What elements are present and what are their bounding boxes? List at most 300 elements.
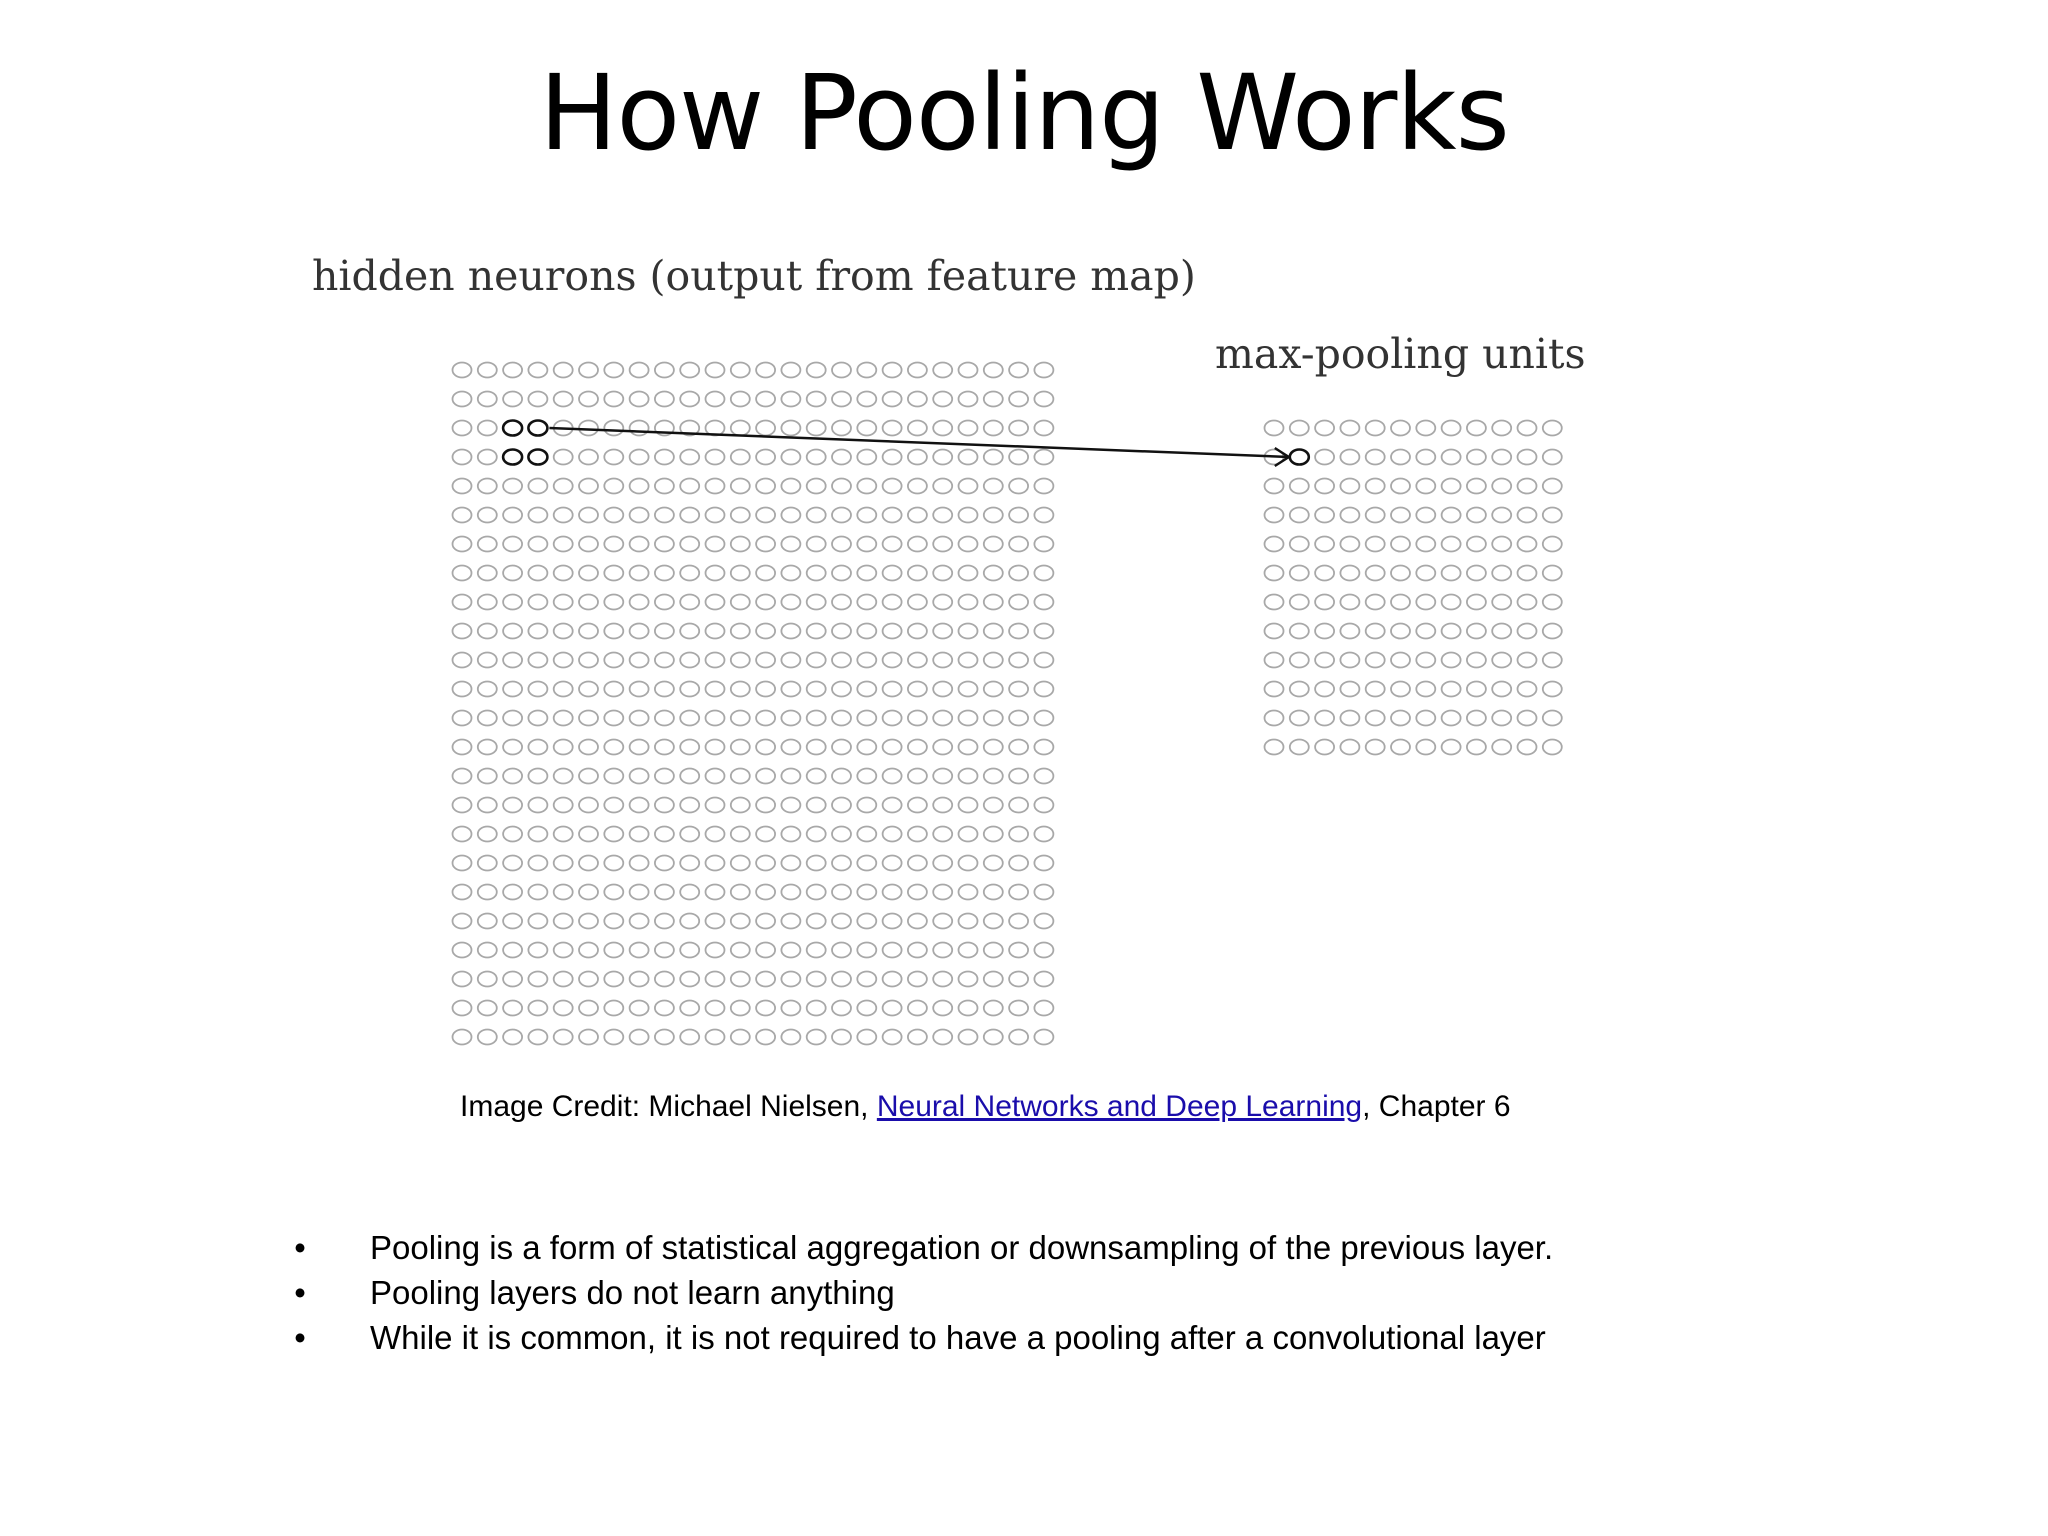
neuron bbox=[604, 827, 623, 842]
neuron bbox=[579, 508, 598, 523]
neuron bbox=[706, 1030, 725, 1045]
neuron bbox=[883, 363, 902, 378]
neuron bbox=[984, 827, 1003, 842]
neuron bbox=[1315, 421, 1334, 436]
neuron bbox=[478, 421, 497, 436]
neuron bbox=[528, 711, 547, 726]
neuron bbox=[781, 363, 800, 378]
neuron bbox=[857, 363, 876, 378]
neuron bbox=[1340, 421, 1359, 436]
neuron bbox=[807, 653, 826, 668]
neuron bbox=[1034, 682, 1053, 697]
neuron bbox=[1034, 769, 1053, 784]
neuron bbox=[1518, 740, 1537, 755]
neuron bbox=[984, 914, 1003, 929]
neuron bbox=[680, 769, 699, 784]
neuron bbox=[630, 856, 649, 871]
neuron bbox=[908, 798, 927, 813]
neuron bbox=[604, 479, 623, 494]
neuron bbox=[731, 1030, 750, 1045]
neuron bbox=[1009, 595, 1028, 610]
neuron bbox=[579, 682, 598, 697]
neuron bbox=[832, 392, 851, 407]
neuron bbox=[959, 566, 978, 581]
neuron bbox=[1492, 479, 1511, 494]
neuron bbox=[1416, 682, 1435, 697]
neuron bbox=[706, 537, 725, 552]
neuron bbox=[832, 363, 851, 378]
neuron bbox=[706, 624, 725, 639]
neuron bbox=[655, 363, 674, 378]
neuron bbox=[680, 740, 699, 755]
neuron bbox=[781, 1001, 800, 1016]
neuron bbox=[959, 740, 978, 755]
neuron bbox=[1366, 624, 1385, 639]
neuron bbox=[1290, 421, 1309, 436]
neuron bbox=[528, 653, 547, 668]
neuron bbox=[807, 508, 826, 523]
neuron bbox=[503, 856, 522, 871]
neuron bbox=[781, 769, 800, 784]
neuron bbox=[857, 1001, 876, 1016]
neuron bbox=[1034, 914, 1053, 929]
neuron bbox=[984, 595, 1003, 610]
neuron bbox=[883, 827, 902, 842]
neuron bbox=[1034, 421, 1053, 436]
neuron bbox=[554, 595, 573, 610]
neuron bbox=[579, 972, 598, 987]
neuron bbox=[781, 798, 800, 813]
neuron bbox=[807, 421, 826, 436]
neuron bbox=[756, 421, 775, 436]
neuron bbox=[1034, 711, 1053, 726]
neuron bbox=[453, 653, 472, 668]
neuron bbox=[554, 508, 573, 523]
neuron bbox=[453, 740, 472, 755]
neuron bbox=[1265, 595, 1284, 610]
neuron bbox=[756, 856, 775, 871]
neuron bbox=[1315, 682, 1334, 697]
neuron bbox=[1034, 595, 1053, 610]
neuron bbox=[630, 914, 649, 929]
neuron bbox=[680, 1001, 699, 1016]
neuron bbox=[706, 566, 725, 581]
neuron bbox=[503, 914, 522, 929]
neuron bbox=[604, 914, 623, 929]
neuron bbox=[1034, 392, 1053, 407]
neuron bbox=[554, 1001, 573, 1016]
neuron bbox=[731, 740, 750, 755]
neuron bbox=[959, 827, 978, 842]
neuron bbox=[832, 537, 851, 552]
neuron bbox=[807, 392, 826, 407]
neuron bbox=[503, 943, 522, 958]
neuron bbox=[503, 624, 522, 639]
neuron bbox=[857, 972, 876, 987]
neuron bbox=[579, 827, 598, 842]
neuron bbox=[1265, 566, 1284, 581]
neuron bbox=[1009, 421, 1028, 436]
neuron bbox=[959, 682, 978, 697]
neuron bbox=[655, 769, 674, 784]
neuron bbox=[1391, 595, 1410, 610]
neuron bbox=[1340, 653, 1359, 668]
neuron bbox=[680, 363, 699, 378]
neuron bbox=[857, 537, 876, 552]
neuron bbox=[756, 363, 775, 378]
neuron bbox=[554, 769, 573, 784]
neuron bbox=[1416, 595, 1435, 610]
neuron bbox=[453, 392, 472, 407]
neuron bbox=[883, 972, 902, 987]
neuron bbox=[1265, 740, 1284, 755]
neuron bbox=[908, 624, 927, 639]
neuron bbox=[579, 537, 598, 552]
neuron bbox=[756, 508, 775, 523]
neuron bbox=[984, 421, 1003, 436]
neuron bbox=[933, 885, 952, 900]
neuron bbox=[1009, 566, 1028, 581]
neuron bbox=[579, 740, 598, 755]
neuron bbox=[680, 972, 699, 987]
neuron bbox=[781, 537, 800, 552]
neuron bbox=[680, 885, 699, 900]
neuron bbox=[1391, 740, 1410, 755]
neuron bbox=[908, 1030, 927, 1045]
neuron bbox=[1340, 711, 1359, 726]
neuron bbox=[528, 856, 547, 871]
neuron bbox=[453, 537, 472, 552]
neuron bbox=[554, 682, 573, 697]
neuron bbox=[1340, 537, 1359, 552]
neuron bbox=[832, 624, 851, 639]
neuron bbox=[883, 682, 902, 697]
neuron bbox=[756, 827, 775, 842]
neuron bbox=[984, 943, 1003, 958]
neuron bbox=[579, 595, 598, 610]
neuron bbox=[604, 392, 623, 407]
neuron bbox=[478, 595, 497, 610]
neuron bbox=[1290, 682, 1309, 697]
neuron bbox=[503, 566, 522, 581]
neuron bbox=[908, 682, 927, 697]
neuron bbox=[857, 421, 876, 436]
neuron bbox=[908, 653, 927, 668]
neuron bbox=[706, 740, 725, 755]
neuron bbox=[1034, 537, 1053, 552]
neuron bbox=[630, 769, 649, 784]
neuron bbox=[1391, 450, 1410, 465]
neuron bbox=[503, 1030, 522, 1045]
neuron bbox=[984, 1001, 1003, 1016]
neuron bbox=[630, 1001, 649, 1016]
neuron bbox=[857, 943, 876, 958]
neuron bbox=[1543, 682, 1562, 697]
neuron bbox=[984, 711, 1003, 726]
neuron bbox=[604, 711, 623, 726]
neuron bbox=[680, 450, 699, 465]
neuron bbox=[1492, 711, 1511, 726]
neuron bbox=[1518, 653, 1537, 668]
neuron bbox=[453, 566, 472, 581]
neuron bbox=[1009, 450, 1028, 465]
neuron bbox=[807, 624, 826, 639]
neuron bbox=[680, 537, 699, 552]
neuron bbox=[933, 421, 952, 436]
neuron bbox=[807, 595, 826, 610]
neuron bbox=[1009, 363, 1028, 378]
neuron bbox=[756, 653, 775, 668]
max-pooling-label: max-pooling units bbox=[1215, 330, 1586, 378]
neuron bbox=[1416, 711, 1435, 726]
neuron bbox=[1265, 537, 1284, 552]
neuron bbox=[1009, 508, 1028, 523]
neuron bbox=[1009, 711, 1028, 726]
neuron bbox=[604, 566, 623, 581]
neuron bbox=[883, 450, 902, 465]
neuron bbox=[1366, 740, 1385, 755]
neuron bbox=[857, 479, 876, 494]
neuron bbox=[1543, 421, 1562, 436]
neuron bbox=[832, 653, 851, 668]
neuron bbox=[984, 1030, 1003, 1045]
neuron bbox=[731, 798, 750, 813]
bullet-item bbox=[290, 1225, 1790, 1270]
neuron bbox=[554, 827, 573, 842]
neuron bbox=[1492, 508, 1511, 523]
neuron bbox=[857, 624, 876, 639]
neuron bbox=[959, 769, 978, 784]
neuron bbox=[680, 856, 699, 871]
neuron bbox=[706, 595, 725, 610]
neuron bbox=[756, 682, 775, 697]
neuron bbox=[984, 537, 1003, 552]
neuron bbox=[781, 450, 800, 465]
neuron bbox=[1034, 508, 1053, 523]
neuron bbox=[1366, 537, 1385, 552]
neuron bbox=[959, 885, 978, 900]
neuron bbox=[807, 769, 826, 784]
neuron bbox=[528, 972, 547, 987]
neuron bbox=[1391, 653, 1410, 668]
neuron bbox=[883, 392, 902, 407]
neuron bbox=[579, 914, 598, 929]
neuron bbox=[655, 595, 674, 610]
credit-link[interactable]: Neural Networks and Deep Learning bbox=[876, 1090, 1363, 1123]
neuron bbox=[781, 421, 800, 436]
neuron bbox=[554, 914, 573, 929]
neuron bbox=[1009, 682, 1028, 697]
hidden-neuron-grid bbox=[453, 363, 1054, 1045]
neuron bbox=[554, 450, 573, 465]
neuron bbox=[857, 508, 876, 523]
neuron bbox=[984, 740, 1003, 755]
neuron bbox=[908, 1001, 927, 1016]
neuron bbox=[883, 769, 902, 784]
neuron bbox=[528, 740, 547, 755]
neuron bbox=[478, 711, 497, 726]
neuron bbox=[984, 682, 1003, 697]
neuron bbox=[503, 711, 522, 726]
neuron bbox=[630, 392, 649, 407]
neuron bbox=[933, 508, 952, 523]
neuron bbox=[604, 450, 623, 465]
neuron bbox=[579, 856, 598, 871]
neuron bbox=[453, 363, 472, 378]
neuron bbox=[528, 363, 547, 378]
neuron bbox=[503, 537, 522, 552]
neuron bbox=[1467, 450, 1486, 465]
neuron bbox=[857, 1030, 876, 1045]
neuron bbox=[807, 798, 826, 813]
neuron bbox=[959, 508, 978, 523]
neuron bbox=[706, 363, 725, 378]
neuron bbox=[807, 827, 826, 842]
neuron bbox=[554, 740, 573, 755]
neuron bbox=[984, 566, 1003, 581]
neuron bbox=[453, 769, 472, 784]
neuron bbox=[528, 1030, 547, 1045]
neuron bbox=[807, 363, 826, 378]
neuron bbox=[1492, 450, 1511, 465]
neuron bbox=[579, 885, 598, 900]
neuron bbox=[453, 1030, 472, 1045]
neuron bbox=[1492, 653, 1511, 668]
neuron bbox=[1366, 566, 1385, 581]
bullet-item bbox=[290, 1315, 1790, 1360]
neuron bbox=[781, 972, 800, 987]
neuron bbox=[1315, 740, 1334, 755]
neuron bbox=[604, 421, 623, 436]
neuron bbox=[554, 363, 573, 378]
neuron bbox=[630, 972, 649, 987]
neuron bbox=[1442, 595, 1461, 610]
neuron bbox=[832, 479, 851, 494]
credit-suffix: , Chapter 6 bbox=[1362, 1090, 1511, 1123]
neuron bbox=[1518, 508, 1537, 523]
neuron bbox=[908, 885, 927, 900]
neuron bbox=[1315, 537, 1334, 552]
neuron bbox=[1009, 740, 1028, 755]
neuron bbox=[1543, 508, 1562, 523]
neuron bbox=[1391, 711, 1410, 726]
neuron bbox=[781, 740, 800, 755]
neuron bbox=[908, 972, 927, 987]
neuron bbox=[1034, 885, 1053, 900]
neuron bbox=[731, 914, 750, 929]
neuron bbox=[1265, 479, 1284, 494]
neuron bbox=[655, 508, 674, 523]
neuron bbox=[908, 914, 927, 929]
neuron bbox=[554, 972, 573, 987]
neuron bbox=[680, 392, 699, 407]
neuron bbox=[478, 856, 497, 871]
neuron bbox=[781, 595, 800, 610]
neuron bbox=[933, 972, 952, 987]
neuron bbox=[984, 624, 1003, 639]
neuron bbox=[1467, 595, 1486, 610]
neuron bbox=[528, 566, 547, 581]
neuron bbox=[807, 711, 826, 726]
neuron bbox=[1009, 653, 1028, 668]
neuron bbox=[1442, 450, 1461, 465]
neuron bbox=[604, 624, 623, 639]
neuron bbox=[1340, 479, 1359, 494]
neuron bbox=[908, 740, 927, 755]
neuron bbox=[731, 537, 750, 552]
bullet-item bbox=[290, 1270, 1790, 1315]
neuron bbox=[883, 479, 902, 494]
neuron bbox=[630, 450, 649, 465]
neuron bbox=[706, 479, 725, 494]
neuron bbox=[984, 508, 1003, 523]
neuron bbox=[604, 537, 623, 552]
neuron bbox=[1366, 479, 1385, 494]
neuron bbox=[756, 885, 775, 900]
neuron bbox=[933, 392, 952, 407]
neuron bbox=[503, 798, 522, 813]
neuron bbox=[781, 1030, 800, 1045]
neuron bbox=[731, 595, 750, 610]
neuron bbox=[604, 595, 623, 610]
neuron bbox=[959, 479, 978, 494]
neuron bbox=[1315, 566, 1334, 581]
neuron bbox=[706, 450, 725, 465]
neuron bbox=[883, 711, 902, 726]
neuron bbox=[984, 885, 1003, 900]
neuron bbox=[680, 508, 699, 523]
neuron bbox=[1034, 653, 1053, 668]
neuron bbox=[706, 885, 725, 900]
neuron bbox=[1340, 740, 1359, 755]
neuron bbox=[933, 856, 952, 871]
neuron bbox=[959, 653, 978, 668]
neuron bbox=[1034, 363, 1053, 378]
neuron bbox=[579, 363, 598, 378]
neuron bbox=[781, 827, 800, 842]
neuron bbox=[503, 827, 522, 842]
neuron bbox=[630, 682, 649, 697]
neuron bbox=[579, 421, 598, 436]
neuron bbox=[478, 566, 497, 581]
neuron bbox=[478, 653, 497, 668]
neuron bbox=[883, 653, 902, 668]
neuron bbox=[908, 450, 927, 465]
neuron bbox=[933, 479, 952, 494]
neuron bbox=[883, 1030, 902, 1045]
neuron bbox=[731, 392, 750, 407]
neuron bbox=[655, 653, 674, 668]
neuron bbox=[1315, 711, 1334, 726]
neuron bbox=[933, 914, 952, 929]
neuron bbox=[503, 508, 522, 523]
neuron bbox=[528, 885, 547, 900]
neuron bbox=[1009, 392, 1028, 407]
neuron bbox=[630, 653, 649, 668]
neuron bbox=[579, 1001, 598, 1016]
pooling-arrow bbox=[549, 428, 1288, 466]
neuron bbox=[832, 421, 851, 436]
neuron bbox=[478, 885, 497, 900]
neuron bbox=[453, 885, 472, 900]
neuron bbox=[528, 827, 547, 842]
neuron bbox=[1034, 798, 1053, 813]
max-pooling-grid bbox=[1265, 421, 1562, 755]
neuron bbox=[453, 827, 472, 842]
neuron bbox=[604, 856, 623, 871]
neuron bbox=[832, 508, 851, 523]
neuron bbox=[1315, 508, 1334, 523]
